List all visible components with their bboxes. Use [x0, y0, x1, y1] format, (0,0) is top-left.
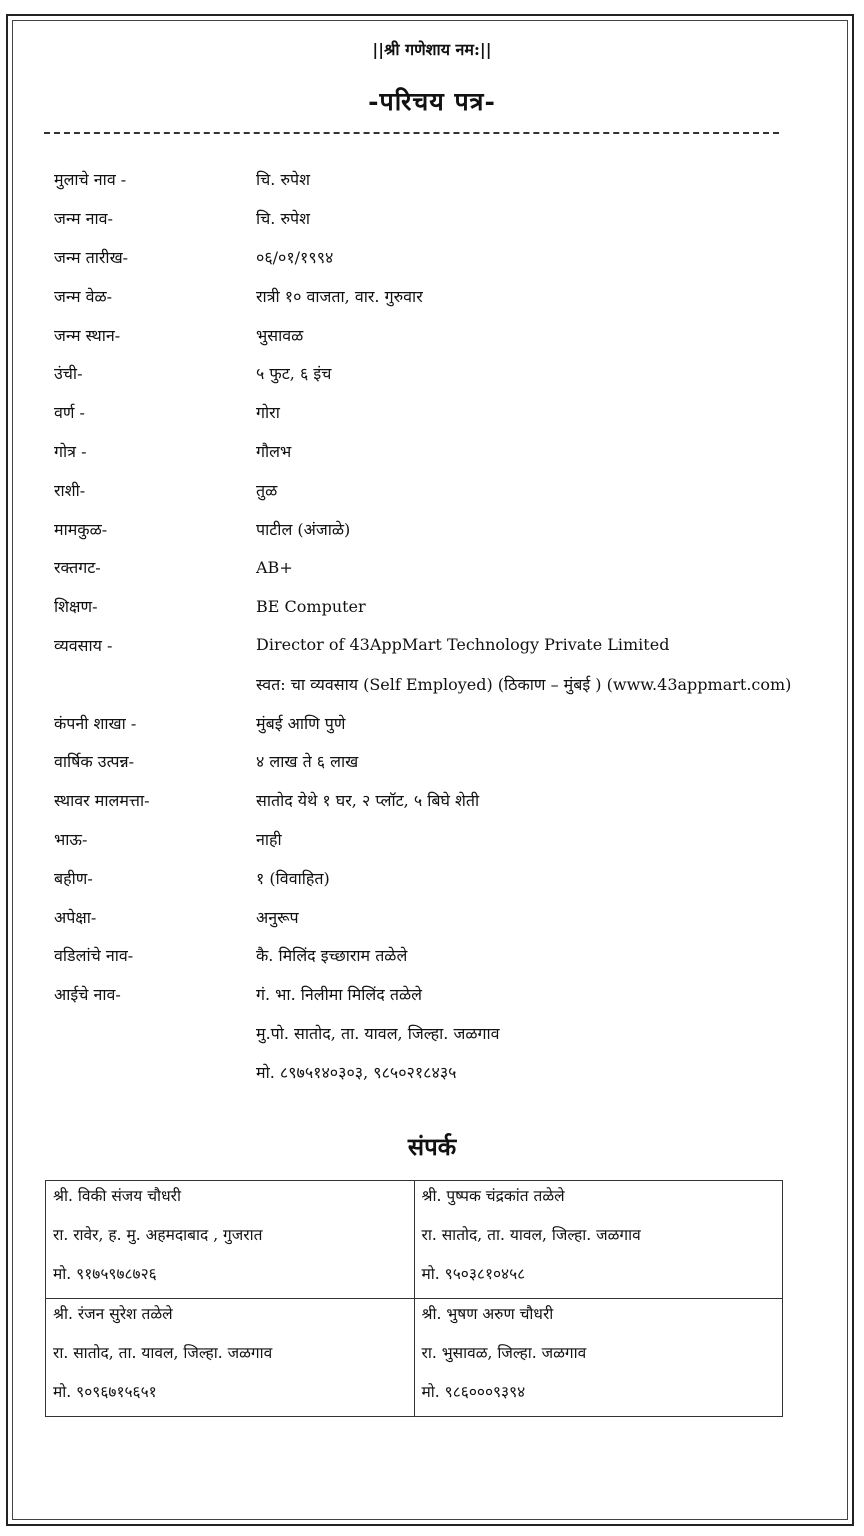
detail-row — [54, 626, 844, 665]
detail-label: व्यवसाय - — [54, 635, 113, 655]
detail-row — [54, 470, 844, 509]
detail-value: अनुरूप — [256, 907, 299, 927]
detail-value: पाटील (अंजाळे) — [256, 519, 351, 539]
detail-value: Director of 43AppMart Technology Private Limited — [256, 635, 670, 655]
detail-row — [54, 393, 844, 432]
contact-name: श्री. रंजन सुरेश तळेले — [53, 1305, 173, 1323]
detail-row — [54, 315, 844, 354]
contact-name: श्री. विकी संजय चौधरी — [53, 1187, 181, 1205]
detail-label: उंची- — [54, 364, 83, 384]
detail-value: मो. ८९७५१४०३०३, ९८५०२१८४३५ — [256, 1062, 457, 1082]
detail-value: भुसावळ — [256, 325, 304, 345]
detail-row — [54, 664, 844, 703]
contact-table — [45, 1180, 783, 1417]
detail-row — [54, 160, 844, 199]
contact-cell — [414, 1181, 783, 1299]
detail-value: ४ लाख ते ६ लाख — [256, 752, 359, 772]
detail-label: स्थावर मालमत्ता- — [54, 791, 150, 811]
contact-cell — [46, 1299, 415, 1417]
detail-row — [54, 432, 844, 471]
detail-value: नाही — [256, 829, 282, 849]
contact-cell — [414, 1299, 783, 1417]
contact-phone: मो. ९५०३८१०४५८ — [421, 1265, 526, 1283]
detail-label: मामकुळ- — [54, 519, 108, 539]
detail-row — [54, 354, 844, 393]
detail-label: गोत्र - — [54, 441, 87, 461]
detail-row — [54, 587, 844, 626]
table-row — [46, 1299, 783, 1417]
page-title: -परिचय पत्र- — [368, 87, 496, 116]
detail-label: राशी- — [54, 480, 86, 500]
detail-label: जन्म तारीख- — [54, 247, 129, 267]
detail-row — [54, 936, 844, 975]
detail-value: चि. रुपेश — [256, 170, 311, 190]
biodata-details — [54, 160, 844, 1091]
contact-address: रा. रावेर, ह. मु. अहमदाबाद , गुजरात — [53, 1226, 263, 1244]
detail-label: आईचे नाव- — [54, 985, 121, 1005]
detail-value: रात्री १० वाजता, वार. गुरुवार — [256, 286, 423, 306]
detail-label: भाऊ- — [54, 829, 88, 849]
contact-address: रा. सातोद, ता. यावल, जिल्हा. जळगाव — [421, 1226, 641, 1244]
detail-value: कै. मिलिंद इच्छाराम तळेले — [256, 946, 408, 966]
detail-value: मु.पो. सातोद, ता. यावल, जिल्हा. जळगाव — [256, 1023, 500, 1043]
detail-row — [54, 199, 844, 238]
detail-value: स्वत: चा व्यवसाय (Self Employed) (ठिकाण – मुंबई ) (www.43appmart.com) — [256, 674, 792, 694]
dashed-divider — [44, 132, 779, 134]
contact-phone: मो. ९१७५९७८७२६ — [53, 1265, 157, 1283]
detail-value: AB+ — [256, 557, 293, 577]
table-row — [46, 1181, 783, 1299]
detail-row — [54, 1052, 844, 1091]
detail-label: जन्म स्थान- — [54, 325, 121, 345]
detail-label: बहीण- — [54, 868, 93, 888]
detail-value: सातोद येथे १ घर, २ प्लॉट, ५ बिघे शेती — [256, 791, 480, 811]
contact-heading: संपर्क — [407, 1132, 457, 1161]
contact-name: श्री. पुष्पक चंद्रकांत तळेले — [421, 1187, 565, 1205]
detail-row — [54, 1014, 844, 1053]
detail-label: वर्ण - — [54, 403, 85, 423]
detail-value: ०६/०१/१९९४ — [256, 247, 334, 267]
detail-row — [54, 975, 844, 1014]
detail-row — [54, 703, 844, 742]
detail-row — [54, 276, 844, 315]
contact-phone: मो. ९०९६७१५६५१ — [53, 1383, 157, 1401]
detail-row — [54, 820, 844, 859]
detail-value: BE Computer — [256, 596, 366, 616]
detail-value: गं. भा. निलीमा मिलिंद तळेले — [256, 985, 422, 1005]
detail-row — [54, 742, 844, 781]
contact-address: रा. भुसावळ, जिल्हा. जळगाव — [421, 1344, 587, 1362]
detail-value: तुळ — [256, 480, 278, 500]
detail-label: रक्तगट- — [54, 558, 101, 578]
detail-label: वडिलांचे नाव- — [54, 946, 134, 966]
detail-label: शिक्षण- — [54, 597, 98, 617]
detail-row — [54, 509, 844, 548]
detail-value: मुंबई आणि पुणे — [256, 713, 346, 733]
contact-cell — [46, 1181, 415, 1299]
detail-value: ५ फुट, ६ इंच — [256, 364, 332, 384]
contact-address: रा. सातोद, ता. यावल, जिल्हा. जळगाव — [53, 1344, 273, 1362]
detail-label: जन्म वेळ- — [54, 286, 113, 306]
detail-label: मुलाचे नाव - — [54, 170, 127, 190]
contact-phone: मो. ९८६०००९३९४ — [421, 1383, 526, 1401]
detail-row — [54, 858, 844, 897]
invocation-line: ||श्री गणेशाय नम:|| — [372, 40, 492, 59]
detail-row — [54, 897, 844, 936]
detail-label: जन्म नाव- — [54, 209, 113, 229]
contact-name: श्री. भुषण अरुण चौधरी — [421, 1305, 554, 1323]
detail-label: कंपनी शाखा - — [54, 713, 137, 733]
detail-value: गौलभ — [256, 441, 292, 461]
detail-value: गोरा — [256, 403, 280, 423]
detail-row — [54, 548, 844, 587]
detail-row — [54, 781, 844, 820]
detail-value: चि. रुपेश — [256, 209, 311, 229]
detail-row — [54, 238, 844, 277]
detail-label: वार्षिक उत्पन्न- — [54, 752, 135, 772]
detail-value: १ (विवाहित) — [256, 868, 330, 888]
detail-label: अपेक्षा- — [54, 907, 97, 927]
